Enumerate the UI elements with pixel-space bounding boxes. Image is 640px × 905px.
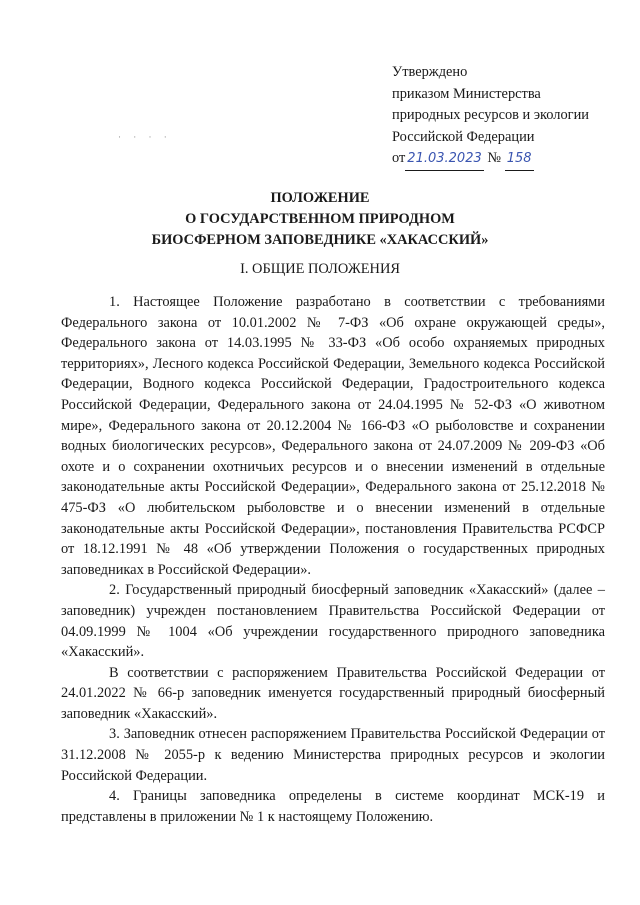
paragraph-5: 4. Границы заповедника определены в системе координат МСК-19 и представлены в приложении № 1 к настоящему Положению.: [61, 788, 605, 825]
document-title: [60, 188, 580, 251]
title-line-2: О ГОСУДАРСТВЕННОМ ПРИРОДНОМ: [185, 211, 455, 227]
title-line-1: ПОЛОЖЕНИЕ: [270, 190, 370, 206]
paragraph-2: 2. Государственный природный биосферный заповедник «Хакасский» (далее – заповедник) учрежден постановлением Правительства Российской Федерации от 04.09.1999 № 1004 «Об учреждении государственного природного заповедника «Хакасский».: [61, 582, 605, 661]
paragraph-3: В соответствии с распоряжением Правительства Российской Федерации от 24.01.2022 № 66-р заповедник именуется государственный природный биосферный заповедник «Хакасский».: [61, 664, 605, 722]
handwritten-number: 158: [505, 148, 534, 171]
title-line-3: БИОСФЕРНОМ ЗАПОВЕДНИКЕ «ХАКАССКИЙ»: [151, 232, 489, 248]
approval-line-2: приказом Министерства: [392, 85, 541, 102]
approval-line-3: природных ресурсов и экологии: [392, 107, 589, 123]
number-sign: №: [487, 150, 502, 166]
approval-date-line: [392, 148, 632, 171]
approval-line-1: Утверждено: [392, 64, 468, 80]
from-label: от: [392, 150, 406, 166]
paragraph-1: 1. Настоящее Положение разработано в соответствии с требованиями Федерального закона от 10.01.2002 № 7-ФЗ «Об охране окружающей среды», Федерального закона от 14.03.1995 № 33-ФЗ «Об особо охраняемых природных территориях», Лесного кодекса Российской Федерации, Земельного кодекса Российской Федерации, Водного кодекса Российской Федерации, Градостроительного кодекса Российской Федерации, Федерального закона от 24.04.1995 № 52-ФЗ «О животном мире», Федерального закона от 20.12.2004 № 166-ФЗ «О рыболовстве и сохранении водных биологических ресурсов», Федерального закона от 24.07.2009 № 209-ФЗ «Об охоте и о сохранении охотничьих ресурсов и о внесении изменений в отдельные законодательные акты Российской Федерации», Федерального закона от 25.12.2018 № 475-ФЗ «О любительском рыболовстве и о внесении изменений в отдельные законодательные акты Российской Федерации», постановления Правительства РСФСР от 18.12.1991 № 48 «Об утверждении Положения о государственных природных заповедниках в Российской Федерации».: [61, 294, 605, 578]
document-body: [61, 292, 605, 827]
handwritten-date: 21.03.2023: [405, 148, 483, 171]
approval-line-4: Российской Федерации: [392, 128, 535, 145]
scan-specks: · · · ·: [118, 132, 172, 142]
paragraph-4: 3. Заповедник отнесен распоряжением Правительства Российской Федерации от 31.12.2008 № 2055-р к ведению Министерства природных ресурсов и экологии Российской Федерации.: [61, 726, 605, 784]
section-heading: I. ОБЩИЕ ПОЛОЖЕНИЯ: [240, 261, 400, 277]
approval-stamp-block: [392, 62, 632, 171]
